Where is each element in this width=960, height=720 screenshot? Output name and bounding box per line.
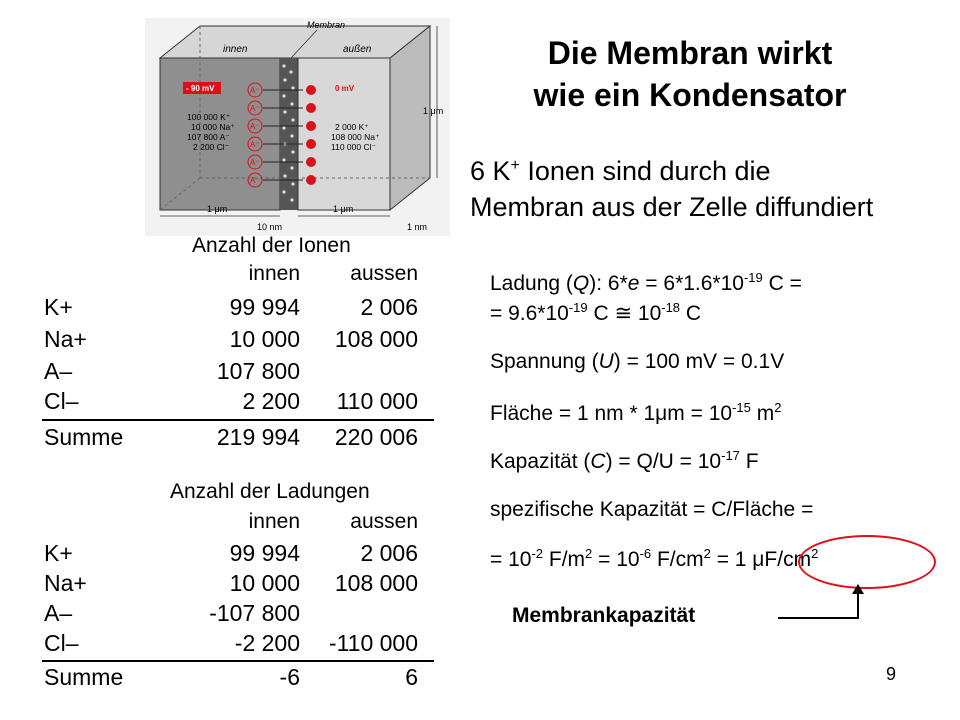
- pointer-arrow: [770, 580, 870, 630]
- svg-text:2 200 Cl⁻: 2 200 Cl⁻: [193, 142, 230, 152]
- subtitle-line-2: Membran aus der Zelle diffundiert: [470, 192, 874, 222]
- calc-charge-result: = $9.6*10^{-19}$ C ≅ $10^{-18}$ C: [490, 300, 702, 325]
- subtitle-line-1: 6 K+ Ionen sind durch die: [470, 156, 771, 186]
- label-aussen: außen: [343, 44, 372, 55]
- divider: [42, 660, 434, 662]
- title-line-2: wie ein Kondensator: [533, 77, 847, 113]
- svg-text:A⁻: A⁻: [250, 104, 260, 113]
- charges-col-innen: innen: [248, 510, 300, 533]
- svg-text:10 000 Na⁺: 10 000 Na⁺: [191, 122, 235, 132]
- dim-outer-width: 1 μm: [333, 204, 354, 214]
- svg-text:A⁻: A⁻: [250, 86, 260, 95]
- label-membran: Membran: [307, 20, 346, 30]
- svg-text:100 000 K⁺: 100 000 K⁺: [187, 112, 231, 122]
- ions-col-innen: innen: [248, 262, 300, 285]
- calc-voltage: Spannung (U) = 100 mV = 0.1V: [490, 350, 785, 373]
- dim-height: 1 μm: [423, 106, 444, 116]
- svg-text:107 800 A⁻: 107 800 A⁻: [187, 132, 230, 142]
- svg-text:2 000 K⁺: 2 000 K⁺: [335, 122, 369, 132]
- dim-membrane: 10 nm: [257, 222, 283, 232]
- membrane-figure: [145, 18, 450, 236]
- ions-col-aussen: aussen: [350, 262, 418, 285]
- calc-charge: Ladung (Q): $6*e = 6*1.6*10^{-19}$ C =: [490, 270, 802, 295]
- membrane-capacitance-label: Membrankapazität: [512, 604, 696, 627]
- svg-text:108 000 Na⁺: 108 000 Na⁺: [331, 132, 380, 142]
- slide-title: [470, 32, 910, 116]
- label-innen: innen: [223, 44, 248, 55]
- svg-text:110 000 Cl⁻: 110 000 Cl⁻: [331, 142, 376, 152]
- charges-table-title: Anzahl der Ladungen: [170, 480, 370, 503]
- slide-subtitle: [470, 148, 960, 225]
- dim-inner-width: 1 μm: [207, 204, 228, 214]
- svg-text:A⁻: A⁻: [250, 176, 260, 185]
- inside-counts: [187, 112, 235, 152]
- potential-inside: - 90 mV: [186, 84, 215, 93]
- calc-capacitance: Kapazität $(C) = Q/U = 10^{-17}$ F: [490, 448, 759, 473]
- dim-depth: 1 nm: [407, 222, 428, 232]
- ions-table-title: Anzahl der Ionen: [192, 234, 351, 257]
- svg-text:A⁻: A⁻: [250, 122, 260, 131]
- svg-text:A⁻: A⁻: [250, 158, 260, 167]
- potential-outside: 0 mV: [335, 84, 355, 93]
- calc-specific-result: = $10^{-2}$ $F/m^2 = 10^{-6}$ $F/cm^2 = 1$ $\mu F/cm^2$: [490, 546, 819, 571]
- svg-text:A⁻: A⁻: [250, 140, 260, 149]
- divider: [42, 419, 434, 421]
- charges-col-aussen: aussen: [350, 510, 418, 533]
- calc-area: Fläche = 1 nm * $1\mu m = 10^{-15}$ $m^2$: [490, 400, 782, 425]
- title-line-1: Die Membran wirkt: [547, 35, 833, 71]
- calc-specific-capacitance: spezifische Kapazität = C/Fläche =: [490, 498, 814, 521]
- page-number: 9: [886, 664, 897, 684]
